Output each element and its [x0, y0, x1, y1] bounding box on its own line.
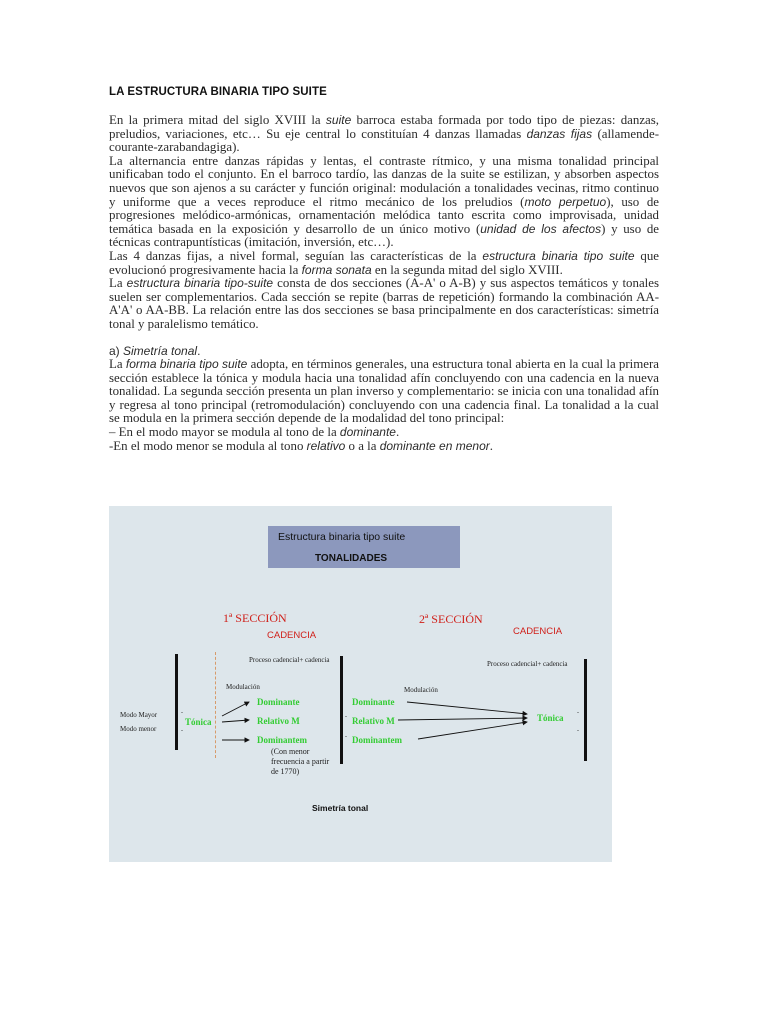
repeat-bar-end	[584, 659, 587, 761]
arrow-to-dominante	[222, 702, 249, 716]
diagram-title: Estructura binaria tipo suite	[278, 531, 406, 543]
section-2-label: 2ª SECCIÓN	[419, 612, 483, 626]
cadencia-2-label: CADENCIA	[513, 626, 563, 637]
section-1-label: 1ª SECCIÓN	[223, 611, 287, 625]
s1-dominantem: Dominantem	[257, 735, 307, 745]
list-item-minor: -En el modo menor se modula al tono relativo o a la dominante en menor.	[109, 438, 493, 453]
list-item-major: – En el modo mayor se modula al tono de la dominante.	[109, 425, 400, 440]
paragraph-5: La forma binaria tipo suite adopta, en términos generales, una estructura tonal abierta en la cual la primera sección establece la tónica y modula hacia una tonalidad afín concluyendo con una cadencia en la nueva tonalidad. La segunda sección presenta un plan inverso y complementario: se inicia con una tonalidad afín y regresa al tono principal (retromodulación) concluyendo con una cadencia final. La tonalidad a la cual se modula en la primera sección depende de la modalidad del tono principal:	[109, 357, 659, 426]
note-line-3: de 1770)	[271, 767, 300, 776]
s2-dominantem: Dominantem	[352, 735, 402, 745]
s1-relativo: Relativo M	[257, 716, 300, 726]
tonica-left-label: Tónica	[185, 717, 212, 727]
tonal-structure-diagram: Estructura binaria tipo suite TONALIDADES 1ª SECCIÓN CADENCIA 2ª SECCIÓN CADENCIA Proceso cadencial+ cadencia Proceso cadencial+ cadencia Modulación Modulación Modo Mayor Modo menor . . . . . . Tónica Dominante Relativo M Dominantem (Con menor frecuencia a partir de 1770) Dominante Relativo M Dominantem Tónica Simetría tonal	[109, 506, 612, 862]
dashed-divider	[215, 652, 216, 758]
diagram-subtitle: TONALIDADES	[315, 553, 388, 564]
s1-dominante: Dominante	[257, 697, 300, 707]
modulacion-2-label: Modulación	[404, 686, 438, 694]
cadencia-1-label: CADENCIA	[267, 630, 317, 641]
diagram-title-box	[268, 526, 460, 568]
note-line-2: frecuencia a partir	[271, 757, 330, 766]
page-title: LA ESTRUCTURA BINARIA TIPO SUITE	[109, 86, 327, 98]
paragraph-2: La alternancia entre danzas rápidas y lentas, el contraste rítmico, y una misma tonalidad principal unificaban todo el conjunto. En el barroco tardío, las danzas de la suite se estilizan, y absorben aspectos nuevos que son ajenos a su carácter y función original: modulación a tonalidades vecinas, ritmo continuo y uniforme que a veces reproduce el ritmo mecánico de los preludios (moto perpetuo), uso de progresiones melódico-armónicas, ornamentación melódica tanto escrita como improvisada, unidad temática basada en la exposición y desarrollo de un único motivo (unidad de los afectos) y uso de técnicas contrapuntísticas (imitación, inversión, etc…).	[109, 153, 660, 250]
repeat-bar-start	[175, 654, 178, 750]
s2-dominante: Dominante	[352, 697, 395, 707]
modo-mayor-label: Modo Mayor	[120, 711, 158, 719]
arrow-from-dominantem	[418, 722, 527, 739]
arrow-from-dominante	[407, 702, 527, 714]
arrow-to-relativo	[222, 720, 249, 722]
paragraph-1: En la primera mitad del siglo XVIII la suite barroca estaba formada por todo tipo de piezas: danzas, preludios, variaciones, etc… Su eje central lo constituían 4 danzas llamadas danzas fijas (allamende-courante-zarabandagiga).	[109, 113, 660, 155]
paragraph-3: Las 4 danzas fijas, a nivel formal, seguían las características de la estructura binaria tipo suite que evolucionó progresivamente hacia la forma sonata en la segunda mitad del siglo XVIII.	[109, 248, 659, 277]
tonica-right-label: Tónica	[537, 713, 564, 723]
s2-relativo: Relativo M	[352, 716, 395, 726]
proceso-cadencial-2: Proceso cadencial+ cadencia	[487, 660, 568, 668]
arrow-from-relativo	[398, 718, 527, 720]
document-body	[109, 114, 659, 453]
proceso-cadencial-1: Proceso cadencial+ cadencia	[249, 656, 330, 664]
note-line-1: (Con menor	[271, 747, 310, 756]
modulacion-1-label: Modulación	[226, 683, 260, 691]
section-heading-a: a) Simetría tonal.	[109, 343, 201, 358]
modo-menor-label: Modo menor	[120, 725, 157, 733]
repeat-bar-middle	[340, 656, 343, 764]
diagram-footer: Simetría tonal	[312, 803, 369, 813]
paragraph-4: La estructura binaria tipo-suite consta de dos secciones (A-A' o A-B) y sus aspectos temáticos y tonales suelen ser complementarios. Cada sección se repite (barras de repetición) formando la combinación AA-A'A' o AA-BB. La relación entre las dos secciones se basa principalmente en dos características: simetría tonal y paralelismo temático.	[109, 276, 659, 331]
